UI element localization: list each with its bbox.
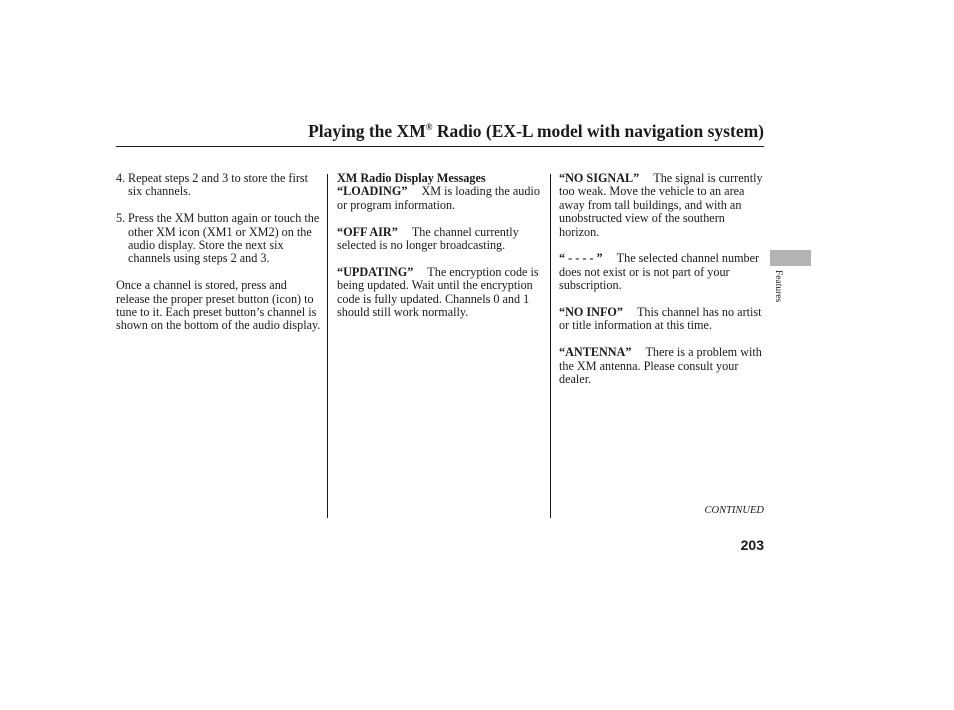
- message-loading: [337, 185, 545, 212]
- page-title: [116, 120, 764, 142]
- step-number: 5.: [116, 211, 126, 226]
- step-number: 4.: [116, 171, 126, 185]
- step-4: [116, 172, 321, 199]
- step-5: [116, 212, 321, 266]
- message-text: There is a problem with the XM antenna. Please consult your dealer.: [559, 345, 762, 387]
- message-updating: [337, 266, 545, 320]
- message-antenna: [559, 346, 764, 386]
- message-text: The signal is currently too weak. Move the vehicle to an area away from tall buildings, and with an unobstructed view of the southern horizon.: [559, 171, 763, 239]
- message-label: “OFF AIR”: [337, 224, 398, 239]
- column-divider-left: [327, 174, 328, 518]
- section-heading: XM Radio Display Messages: [337, 171, 486, 185]
- message-no-signal: [559, 172, 764, 239]
- message-off-air: [337, 226, 545, 253]
- message-label: “ANTENNA”: [559, 345, 632, 360]
- message-label: “NO SIGNAL”: [559, 171, 640, 185]
- message-text: This channel has no artist or title information at this time.: [559, 305, 762, 333]
- message-text: The channel currently selected is no longer broadcasting.: [337, 224, 519, 253]
- section-tab: [770, 250, 811, 266]
- right-column: [559, 172, 764, 400]
- message-label: “NO INFO”: [559, 305, 623, 320]
- step-text: Press the XM button again or touch the other XM icon (XM1 or XM2) on the audio display. Store the next six channels using steps 2 and 3.: [128, 211, 320, 266]
- page-title-main: Playing the XM: [308, 121, 426, 141]
- message-text: The selected channel number does not exist or is not part of your subscription.: [559, 251, 760, 293]
- middle-column: [337, 172, 545, 333]
- message-text: The encryption code is being updated. Wait until the encryption code is fully updated. Channels 0 and 1 should still work normally.: [337, 264, 539, 320]
- step-text: Repeat steps 2 and 3 to store the first six channels.: [128, 171, 309, 199]
- message-label: “UPDATING”: [337, 264, 414, 279]
- message-dashes: [559, 252, 764, 292]
- page-title-rest: Radio (EX-L model with navigation system): [432, 121, 764, 141]
- preset-paragraph: Once a channel is stored, press and release the proper preset button (icon) to tune to it. Each preset button’s channel is shown on the bottom of the audio display.: [116, 278, 321, 333]
- continued-note: CONTINUED: [704, 505, 764, 516]
- section-tab-label: Features: [773, 270, 783, 303]
- left-column: [116, 172, 321, 346]
- registered-mark: ®: [425, 122, 433, 132]
- message-label: “ - - - - ”: [559, 251, 603, 266]
- page-number: 203: [740, 537, 764, 553]
- title-rule: [116, 146, 764, 147]
- column-divider-right: [550, 174, 551, 518]
- message-text: XM is loading the audio or program information.: [337, 184, 540, 212]
- message-label: “LOADING”: [337, 184, 408, 199]
- message-no-info: [559, 306, 764, 333]
